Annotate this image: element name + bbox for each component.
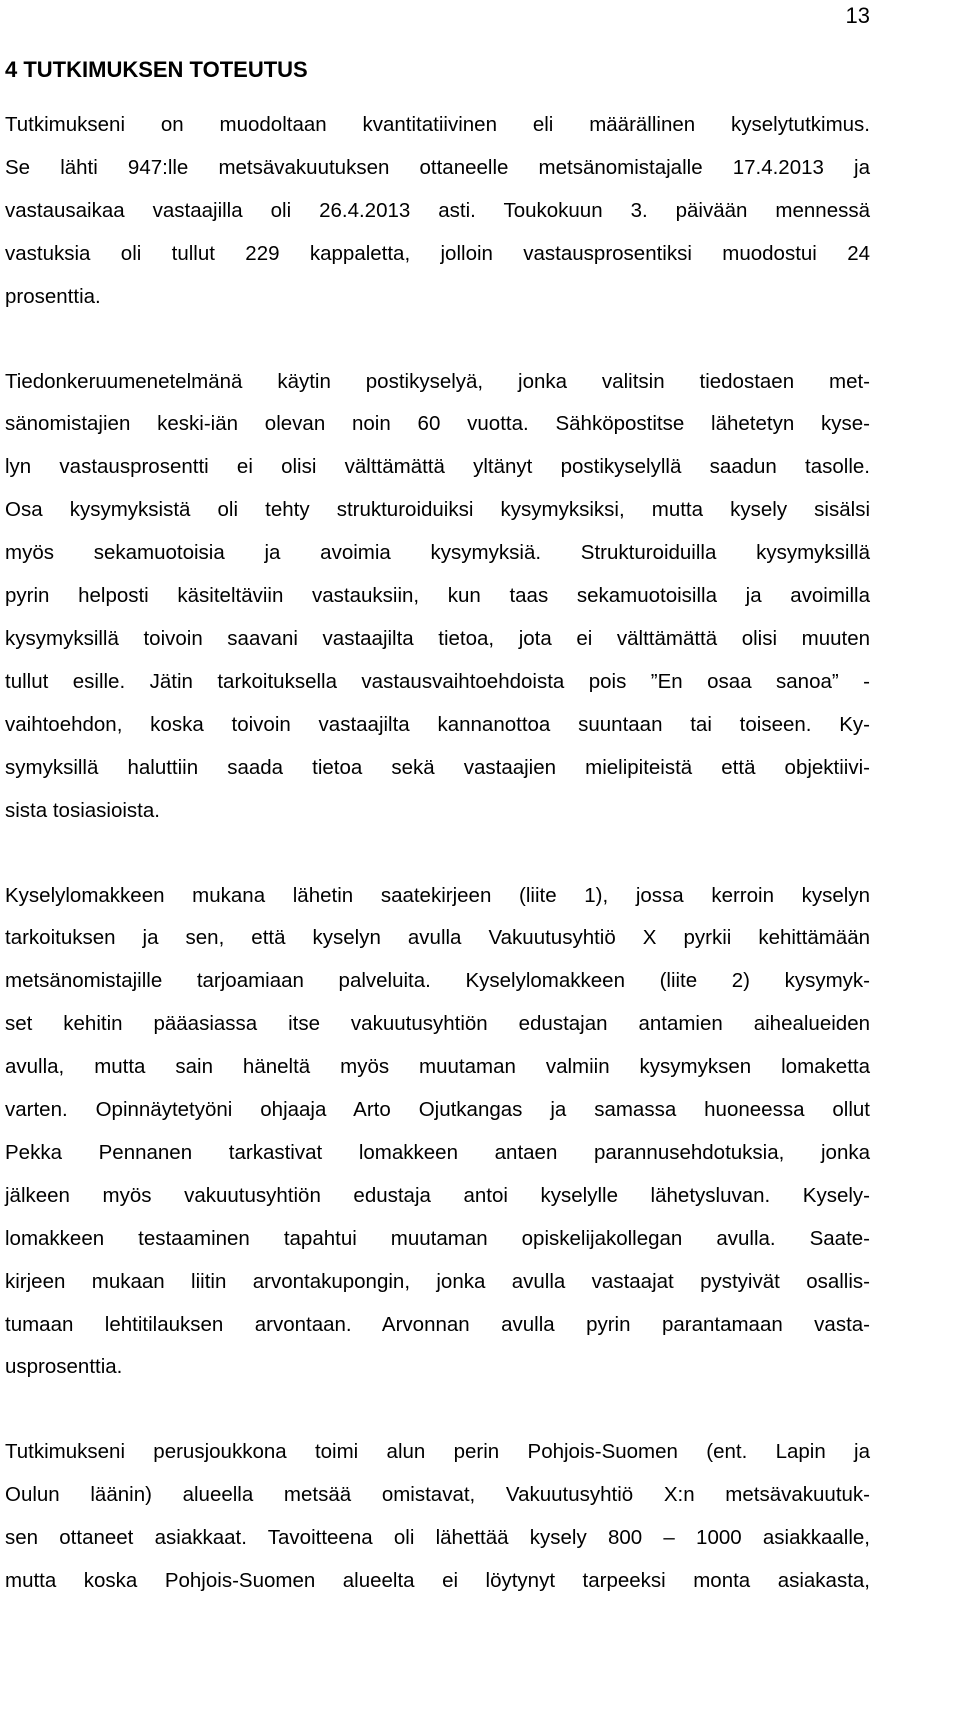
text-line: tullut esille. Jätin tarkoituksella vastausvaihtoehdoista pois ”En osaa sanoa” -	[5, 669, 870, 693]
text-line: prosenttia.	[5, 284, 101, 308]
text-line: kysymyksillä toivoin saavani vastaajilta tietoa, jota ei välttämättä olisi muuten	[5, 626, 870, 650]
page-number: 13	[845, 3, 870, 28]
text-line: avulla, mutta sain häneltä myös muutaman valmiin kysymyksen lomaketta	[5, 1055, 870, 1079]
text-line: lyn vastausprosentti ei olisi välttämättä yltänyt postikyselyllä saadun tasolle.	[5, 455, 870, 479]
text-line: metsänomistajille tarjoamiaan palveluita. Kyselylomakkeen (liite 2) kysymyk-	[5, 969, 870, 993]
text-line: Se lähti 947:lle metsävakuutuksen ottaneelle metsänomistajalle 17.4.2013 ja	[5, 155, 870, 179]
text-line: set kehitin pääasiassa itse vakuutusyhtiön edustajan antamien aihealueiden	[5, 1012, 870, 1036]
paragraph-4	[5, 1431, 870, 1603]
text-line: vastuksia oli tullut 229 kappaletta, jolloin vastausprosentiksi muodostui 24	[5, 241, 870, 265]
text-line: kirjeen mukaan liitin arvontakupongin, jonka avulla vastaajat pystyivät osallis-	[5, 1269, 870, 1293]
text-line: Tutkimukseni perusjoukkona toimi alun perin Pohjois-Suomen (ent. Lapin ja	[5, 1440, 870, 1464]
paragraph-3	[5, 875, 870, 1390]
text-line: lomakkeen testaaminen tapahtui muutaman opiskelijakollegan avulla. Saate-	[5, 1226, 870, 1250]
document-body	[5, 54, 870, 1603]
text-line: vaihtoehdon, koska toivoin vastaajilta kannanottoa suuntaan tai toiseen. Ky-	[5, 712, 870, 736]
text-line: Tiedonkeruumenetelmänä käytin postikyselyä, jonka valitsin tiedostaen met-	[5, 369, 870, 393]
text-line: mutta koska Pohjois-Suomen alueelta ei löytynyt tarpeeksi monta asiakasta,	[5, 1569, 870, 1593]
text-line: symyksillä haluttiin saada tietoa sekä vastaajien mielipiteistä että objektiivi-	[5, 755, 870, 779]
text-line: Osa kysymyksistä oli tehty strukturoiduiksi kysymyksiksi, mutta kysely sisälsi	[5, 498, 870, 522]
text-line: Oulun läänin) alueella metsää omistavat, Vakuutusyhtiö X:n metsävakuutuk-	[5, 1483, 870, 1507]
text-line: usprosenttia.	[5, 1355, 123, 1379]
text-line: pyrin helposti käsiteltäviin vastauksiin, kun taas sekamuotoisilla ja avoimilla	[5, 584, 870, 608]
section-heading: 4 TUTKIMUKSEN TOTEUTUS	[5, 57, 308, 82]
paragraph-1	[5, 104, 870, 319]
text-line: jälkeen myös vakuutusyhtiön edustaja antoi kyselylle lähetysluvan. Kysely-	[5, 1183, 870, 1207]
text-line: sänomistajien keski-iän olevan noin 60 vuotta. Sähköpostitse lähetetyn kyse-	[5, 412, 870, 436]
text-line: sista tosiasioista.	[5, 798, 160, 822]
text-line: Kyselylomakkeen mukana lähetin saatekirjeen (liite 1), jossa kerroin kyselyn	[5, 883, 870, 907]
text-line: sen ottaneet asiakkaat. Tavoitteena oli lähettää kysely 800 – 1000 asiakkaalle,	[5, 1526, 870, 1550]
text-line: Tutkimukseni on muodoltaan kvantitatiivinen eli määrällinen kyselytutkimus.	[5, 113, 870, 136]
paragraph-2	[5, 361, 870, 833]
text-line: vastausaikaa vastaajilla oli 26.4.2013 asti. Toukokuun 3. päivään mennessä	[5, 198, 870, 222]
text-line: myös sekamuotoisia ja avoimia kysymyksiä. Strukturoiduilla kysymyksillä	[5, 541, 870, 565]
text-line: tumaan lehtitilauksen arvontaan. Arvonnan avulla pyrin parantamaan vasta-	[5, 1312, 870, 1336]
text-line: varten. Opinnäytetyöni ohjaaja Arto Ojutkangas ja samassa huoneessa ollut	[5, 1098, 870, 1122]
text-line: tarkoituksen ja sen, että kyselyn avulla Vakuutusyhtiö X pyrkii kehittämään	[5, 926, 870, 950]
text-line: Pekka Pennanen tarkastivat lomakkeen antaen parannusehdotuksia, jonka	[5, 1140, 870, 1164]
